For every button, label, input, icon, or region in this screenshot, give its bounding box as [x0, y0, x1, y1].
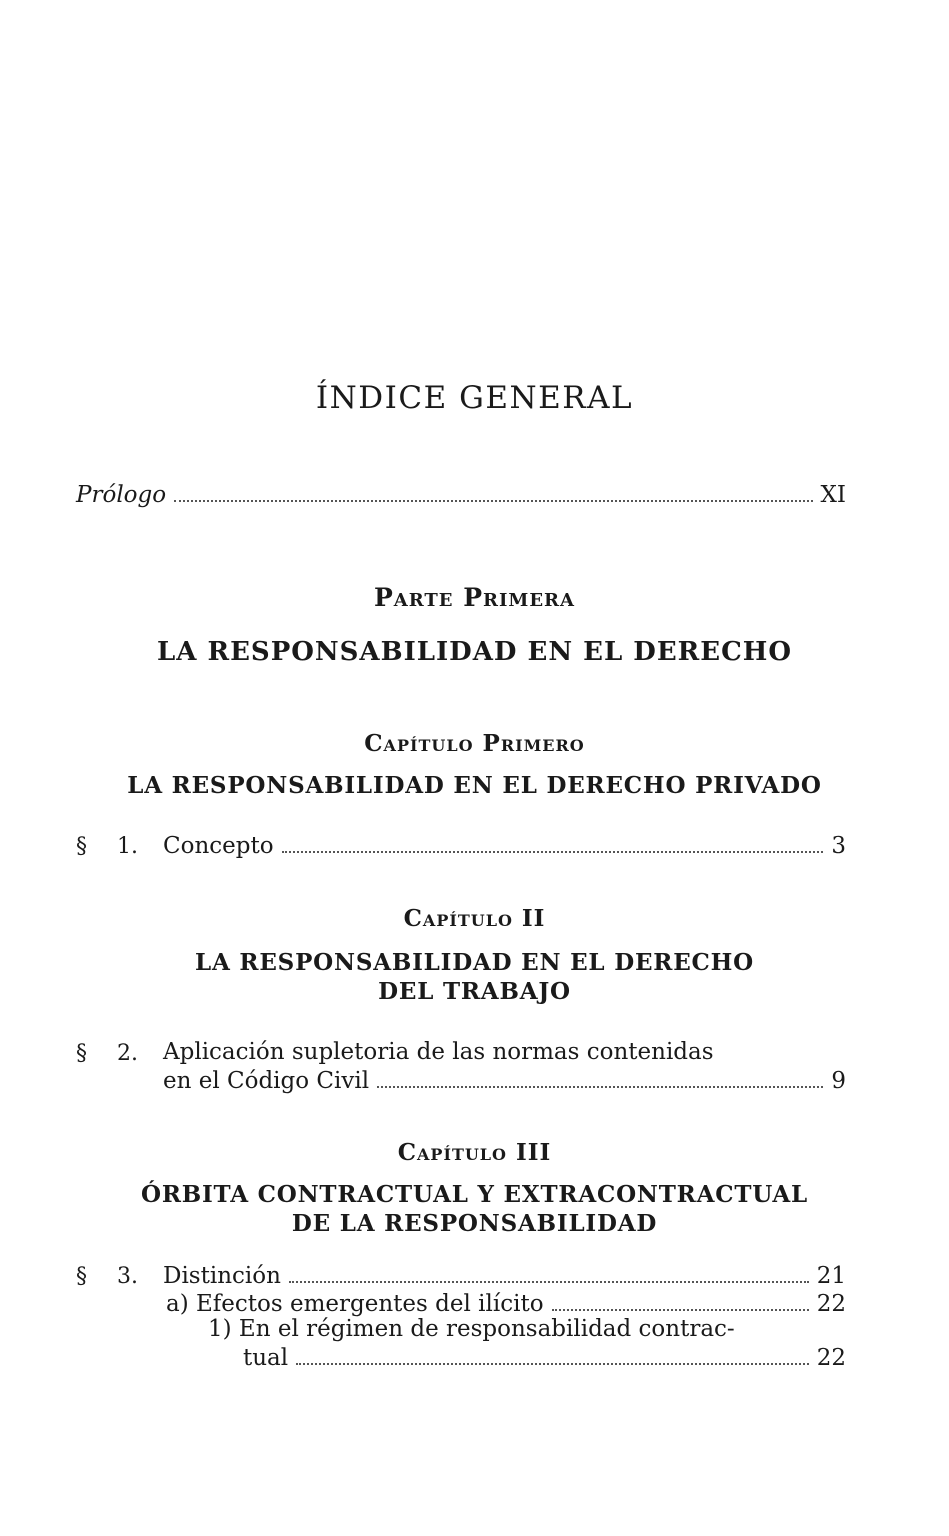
section-symbol: §: [76, 1264, 87, 1289]
chapter-title: ÓRBITA CONTRACTUAL Y EXTRACONTRACTUAL: [141, 1181, 808, 1208]
chapter-title: LA RESPONSABILIDAD EN EL DERECHO PRIVADO: [127, 772, 822, 799]
section-symbol: §: [76, 1041, 87, 1066]
toc-entry-page: XI: [820, 482, 846, 508]
chapter-label: Capítulo II: [403, 905, 546, 932]
chapter-label: Capítulo Primero: [364, 730, 585, 757]
toc-entry-page: 22: [816, 1291, 846, 1317]
toc-entry-aplicacion[interactable]: [163, 1067, 846, 1095]
toc-entry-prologue[interactable]: [76, 481, 846, 509]
section-number: 1.: [117, 834, 138, 859]
section-number: 3.: [117, 1264, 138, 1289]
toc-entry-label: Concepto: [163, 833, 274, 859]
chapter-title: DE LA RESPONSABILIDAD: [291, 1210, 658, 1237]
toc-entry-concepto[interactable]: [163, 832, 846, 860]
toc-entry-label: en el Código Civil: [163, 1068, 370, 1094]
chapter-label: Capítulo III: [397, 1139, 552, 1166]
part-title: LA RESPONSABILIDAD EN EL DERECHO: [156, 637, 792, 667]
section-number: 2.: [117, 1041, 138, 1066]
dot-leader: [174, 499, 812, 502]
part-label: Parte Primera: [374, 583, 575, 612]
chapter-title: DEL TRABAJO: [378, 978, 571, 1005]
dot-leader: [282, 850, 824, 853]
dot-leader: [552, 1308, 809, 1311]
dot-leader: [289, 1280, 809, 1283]
toc-entry-page: 21: [816, 1263, 846, 1289]
chapter-title: LA RESPONSABILIDAD EN EL DERECHO: [194, 949, 755, 976]
toc-entry-distincion[interactable]: [163, 1262, 846, 1290]
page-title: ÍNDICE GENERAL: [315, 380, 634, 416]
toc-entry-label: Distinción: [163, 1263, 281, 1289]
toc-entry-label: a) Efectos emergentes del ilícito: [166, 1291, 544, 1317]
section-symbol: §: [76, 834, 87, 859]
toc-entry-text-line[interactable]: 1) En el régimen de responsabilidad contrac-: [208, 1316, 735, 1342]
toc-entry-text-line[interactable]: Aplicación supletoria de las normas contenidas: [163, 1039, 714, 1065]
toc-entry-page: 9: [831, 1068, 846, 1094]
dot-leader: [377, 1085, 823, 1088]
toc-entry-label: Prólogo: [76, 482, 167, 508]
toc-entry-page: 22: [816, 1345, 846, 1371]
toc-entry-page: 3: [831, 833, 846, 859]
dot-leader: [296, 1362, 809, 1365]
toc-entry-regimen[interactable]: [243, 1344, 846, 1372]
toc-entry-efectos[interactable]: [166, 1290, 846, 1318]
toc-entry-label: tual: [243, 1345, 289, 1371]
